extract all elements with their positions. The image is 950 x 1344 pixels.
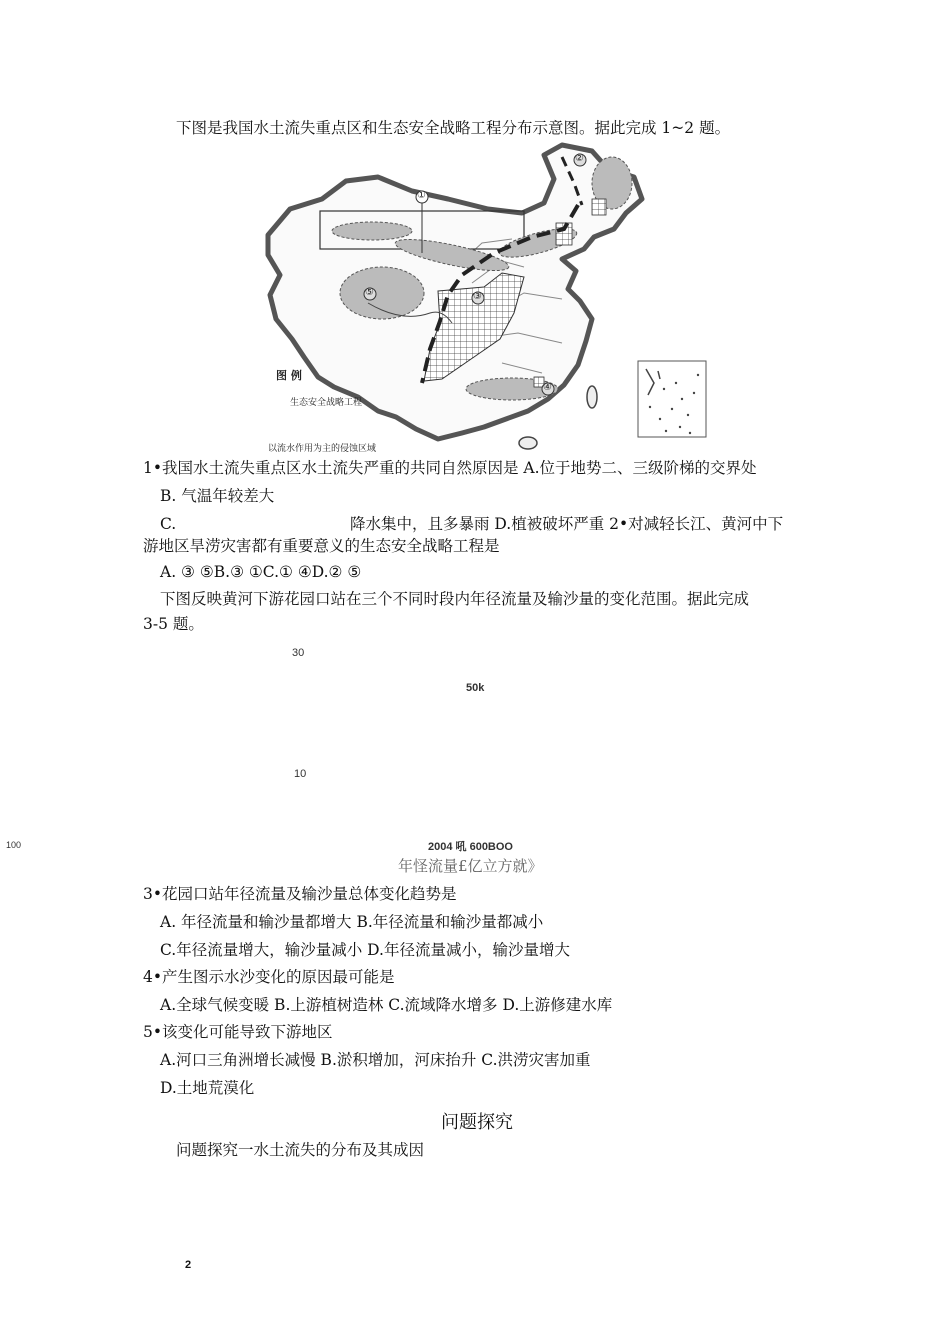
map-label-5: ⑤ <box>365 287 374 298</box>
q3-stem: 3•花园口站年径流量及输沙量总体变化趋势是 <box>143 885 457 903</box>
map-label-4: ④ <box>543 382 552 393</box>
q1-option-b: B. 气温年较差大 <box>160 487 275 505</box>
q5-stem: 5•该变化可能导致下游地区 <box>143 1023 333 1041</box>
q3-line1: A. 年径流量和输沙量都增大 B.年径流量和输沙量都减小 <box>160 913 544 931</box>
q2-options: A. ③ ⑤B.③ ①C.① ④D.② ⑤ <box>160 563 362 581</box>
map-label-1: ① <box>417 190 426 201</box>
q5-line1: A.河口三角洲增长减慢 B.淤积增加，河床抬升 C.洪涝灾害加重 <box>160 1051 591 1069</box>
page-number: 2 <box>185 1259 192 1271</box>
q1-option-c-text: 降水集中，且多暴雨 D.植被破坏严重 2•对减轻长江、黄河中下 <box>350 515 784 533</box>
chart-x-ticks: 2004 吼 600BOO <box>428 841 513 853</box>
q4-stem: 4•产生图示水沙变化的原因最可能是 <box>143 968 395 986</box>
chart-tick-30: 30 <box>292 647 305 659</box>
q3-line2: C.年径流量增大，输沙量减小 D.年径流量减小，输沙量增大 <box>160 941 570 959</box>
map-legend-item: 生态安全战略工程 <box>290 398 363 408</box>
map-label-2: ② <box>575 153 584 164</box>
intro-text: 下图是我国水土流失重点区和生态安全战略工程分布示意图。据此完成 1~2 题。 <box>176 119 731 137</box>
china-map-figure <box>262 143 710 453</box>
chart-tick-10: 10 <box>294 768 307 780</box>
chart-left-edge-label: 100 <box>6 840 22 850</box>
q1-option-c-label: C. <box>160 515 177 533</box>
chart-x-label: 年怪流量£亿立方就》 <box>398 857 543 875</box>
q2-stem-cont: 游地区旱涝灾害都有重要意义的生态安全战略工程是 <box>143 537 500 555</box>
intro2-line1: 下图反映黄河下游花园口站在三个不同时段内年径流量及输沙量的变化范围。据此完成 <box>160 590 750 608</box>
map-legend-item-2: 以流水作用为主的侵蚀区域 <box>268 444 377 454</box>
chart-label-50k: 50k <box>466 682 485 694</box>
map-legend-title: 图 例 <box>276 369 302 382</box>
section-title: 问题探究 <box>441 1112 513 1133</box>
q4-line1: A.全球气候变暖 B.上游植树造林 C.流域降水增多 D.上游修建水库 <box>160 996 613 1014</box>
section-subtitle: 问题探究一水土流失的分布及其成因 <box>176 1141 425 1159</box>
q5-line2: D.土地荒漠化 <box>160 1079 255 1097</box>
map-label-3: ③ <box>473 291 482 302</box>
intro2-line2: 3-5 题。 <box>143 615 204 633</box>
q1-stem: 1•我国水土流失重点区水土流失严重的共同自然原因是 A.位于地势二、三级阶梯的交界处 <box>143 459 757 477</box>
